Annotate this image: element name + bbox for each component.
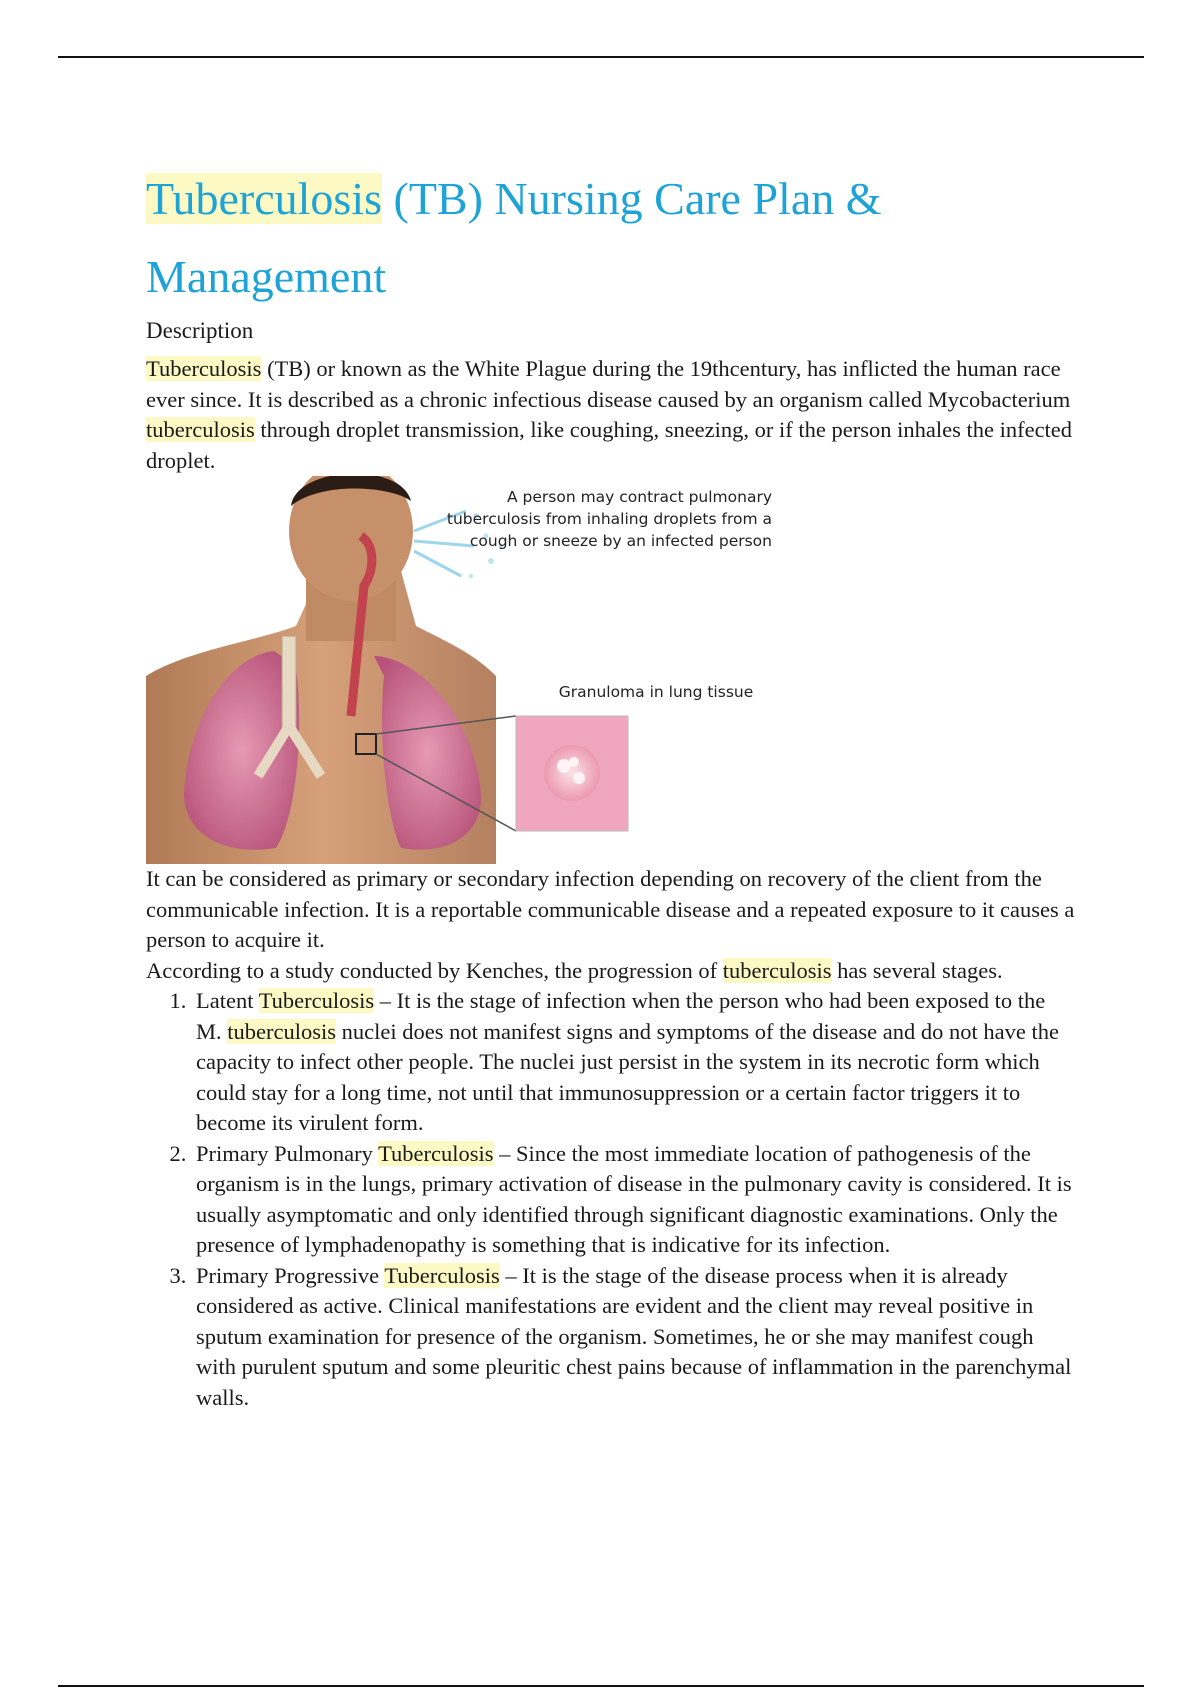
stages-list <box>146 986 1076 1413</box>
progression-highlight: tuberculosis <box>722 957 832 983</box>
stage-highlight: Tuberculosis <box>384 1262 500 1288</box>
document-page <box>146 160 1076 1413</box>
list-item <box>192 1261 1076 1414</box>
stage-text-2: nuclei does not manifest signs and symptoms of the disease and do not have the capacity to infect other people. The nuclei just persist in the system in its necrotic form which could stay for a long time, not until that immunosuppression or a certain factor triggers it to become its virulent form. <box>196 1018 1059 1135</box>
page-title <box>146 160 1076 316</box>
top-rule <box>58 56 1144 58</box>
intro-highlight-2: tuberculosis <box>146 417 255 442</box>
bottom-rule <box>58 1685 1144 1687</box>
title-rest: (TB) Nursing Care Plan & Management <box>146 173 882 302</box>
list-item <box>192 1139 1076 1261</box>
progression-text-1: According to a study conducted by Kenches, the progression of <box>146 957 723 983</box>
stage-prefix: Primary Pulmonary <box>196 1140 379 1166</box>
stage-highlight-2: tuberculosis <box>227 1018 336 1044</box>
figure-label-droplets: A person may contract pulmonary tuberculosis from inhaling droplets from a cough or sneeze by an infected person <box>446 488 772 550</box>
stage-highlight: Tuberculosis <box>378 1140 494 1166</box>
paragraph-infection: It can be considered as primary or secondary infection depending on recovery of the client from the communicable infection. It is a reportable communicable disease and a repeated exposure to it causes a person to acquire it. <box>146 866 1075 952</box>
stage-text: – Since the most immediate location of pathogenesis of the organism is in the lungs, primary activation of disease in the pulmonary cavity is considered. It is usually asymptomatic and only identified through significant diagnostic examinations. Only the presence of lymphadenopathy is something that is indicative for its infection. <box>196 1140 1072 1257</box>
intro-text-2: through droplet transmission, like coughing, sneezing, or if the person inhales the infected droplet. <box>146 417 1073 473</box>
stage-prefix: Latent <box>196 988 259 1013</box>
title-highlight: Tuberculosis <box>146 173 382 224</box>
subheading: Description <box>146 318 254 343</box>
progression-text-2: has several stages. <box>831 957 1003 983</box>
stage-highlight: Tuberculosis <box>258 988 375 1013</box>
tb-illustration <box>146 476 1038 864</box>
intro-text-1: (TB) or known as the White Plague during the 19thcentury, has inflicted the human race ever since. It is described as a chronic infectious disease caused by an organism called Mycobacterium <box>146 356 1071 412</box>
stage-text: – It is the stage of the disease process when it is already considered as active. Clinical manifestations are evident and the client may reveal positive in sputum examination for presence of the organism. Sometimes, he or she may manifest cough with purulent sputum and some pleuritic chest pains because of inflammation in the parenchymal walls. <box>196 1262 1072 1410</box>
list-item <box>192 986 1076 1139</box>
intro-paragraph <box>146 354 1076 476</box>
stage-text: – It is the stage of infection when the person who had been exposed to the M. <box>196 988 1046 1044</box>
intro-highlight-1: Tuberculosis <box>146 356 262 381</box>
figure-label-granuloma: Granuloma in lung tissue <box>558 683 754 701</box>
paragraph-progression <box>146 956 1076 987</box>
stage-prefix: Primary Progressive <box>196 1262 385 1288</box>
